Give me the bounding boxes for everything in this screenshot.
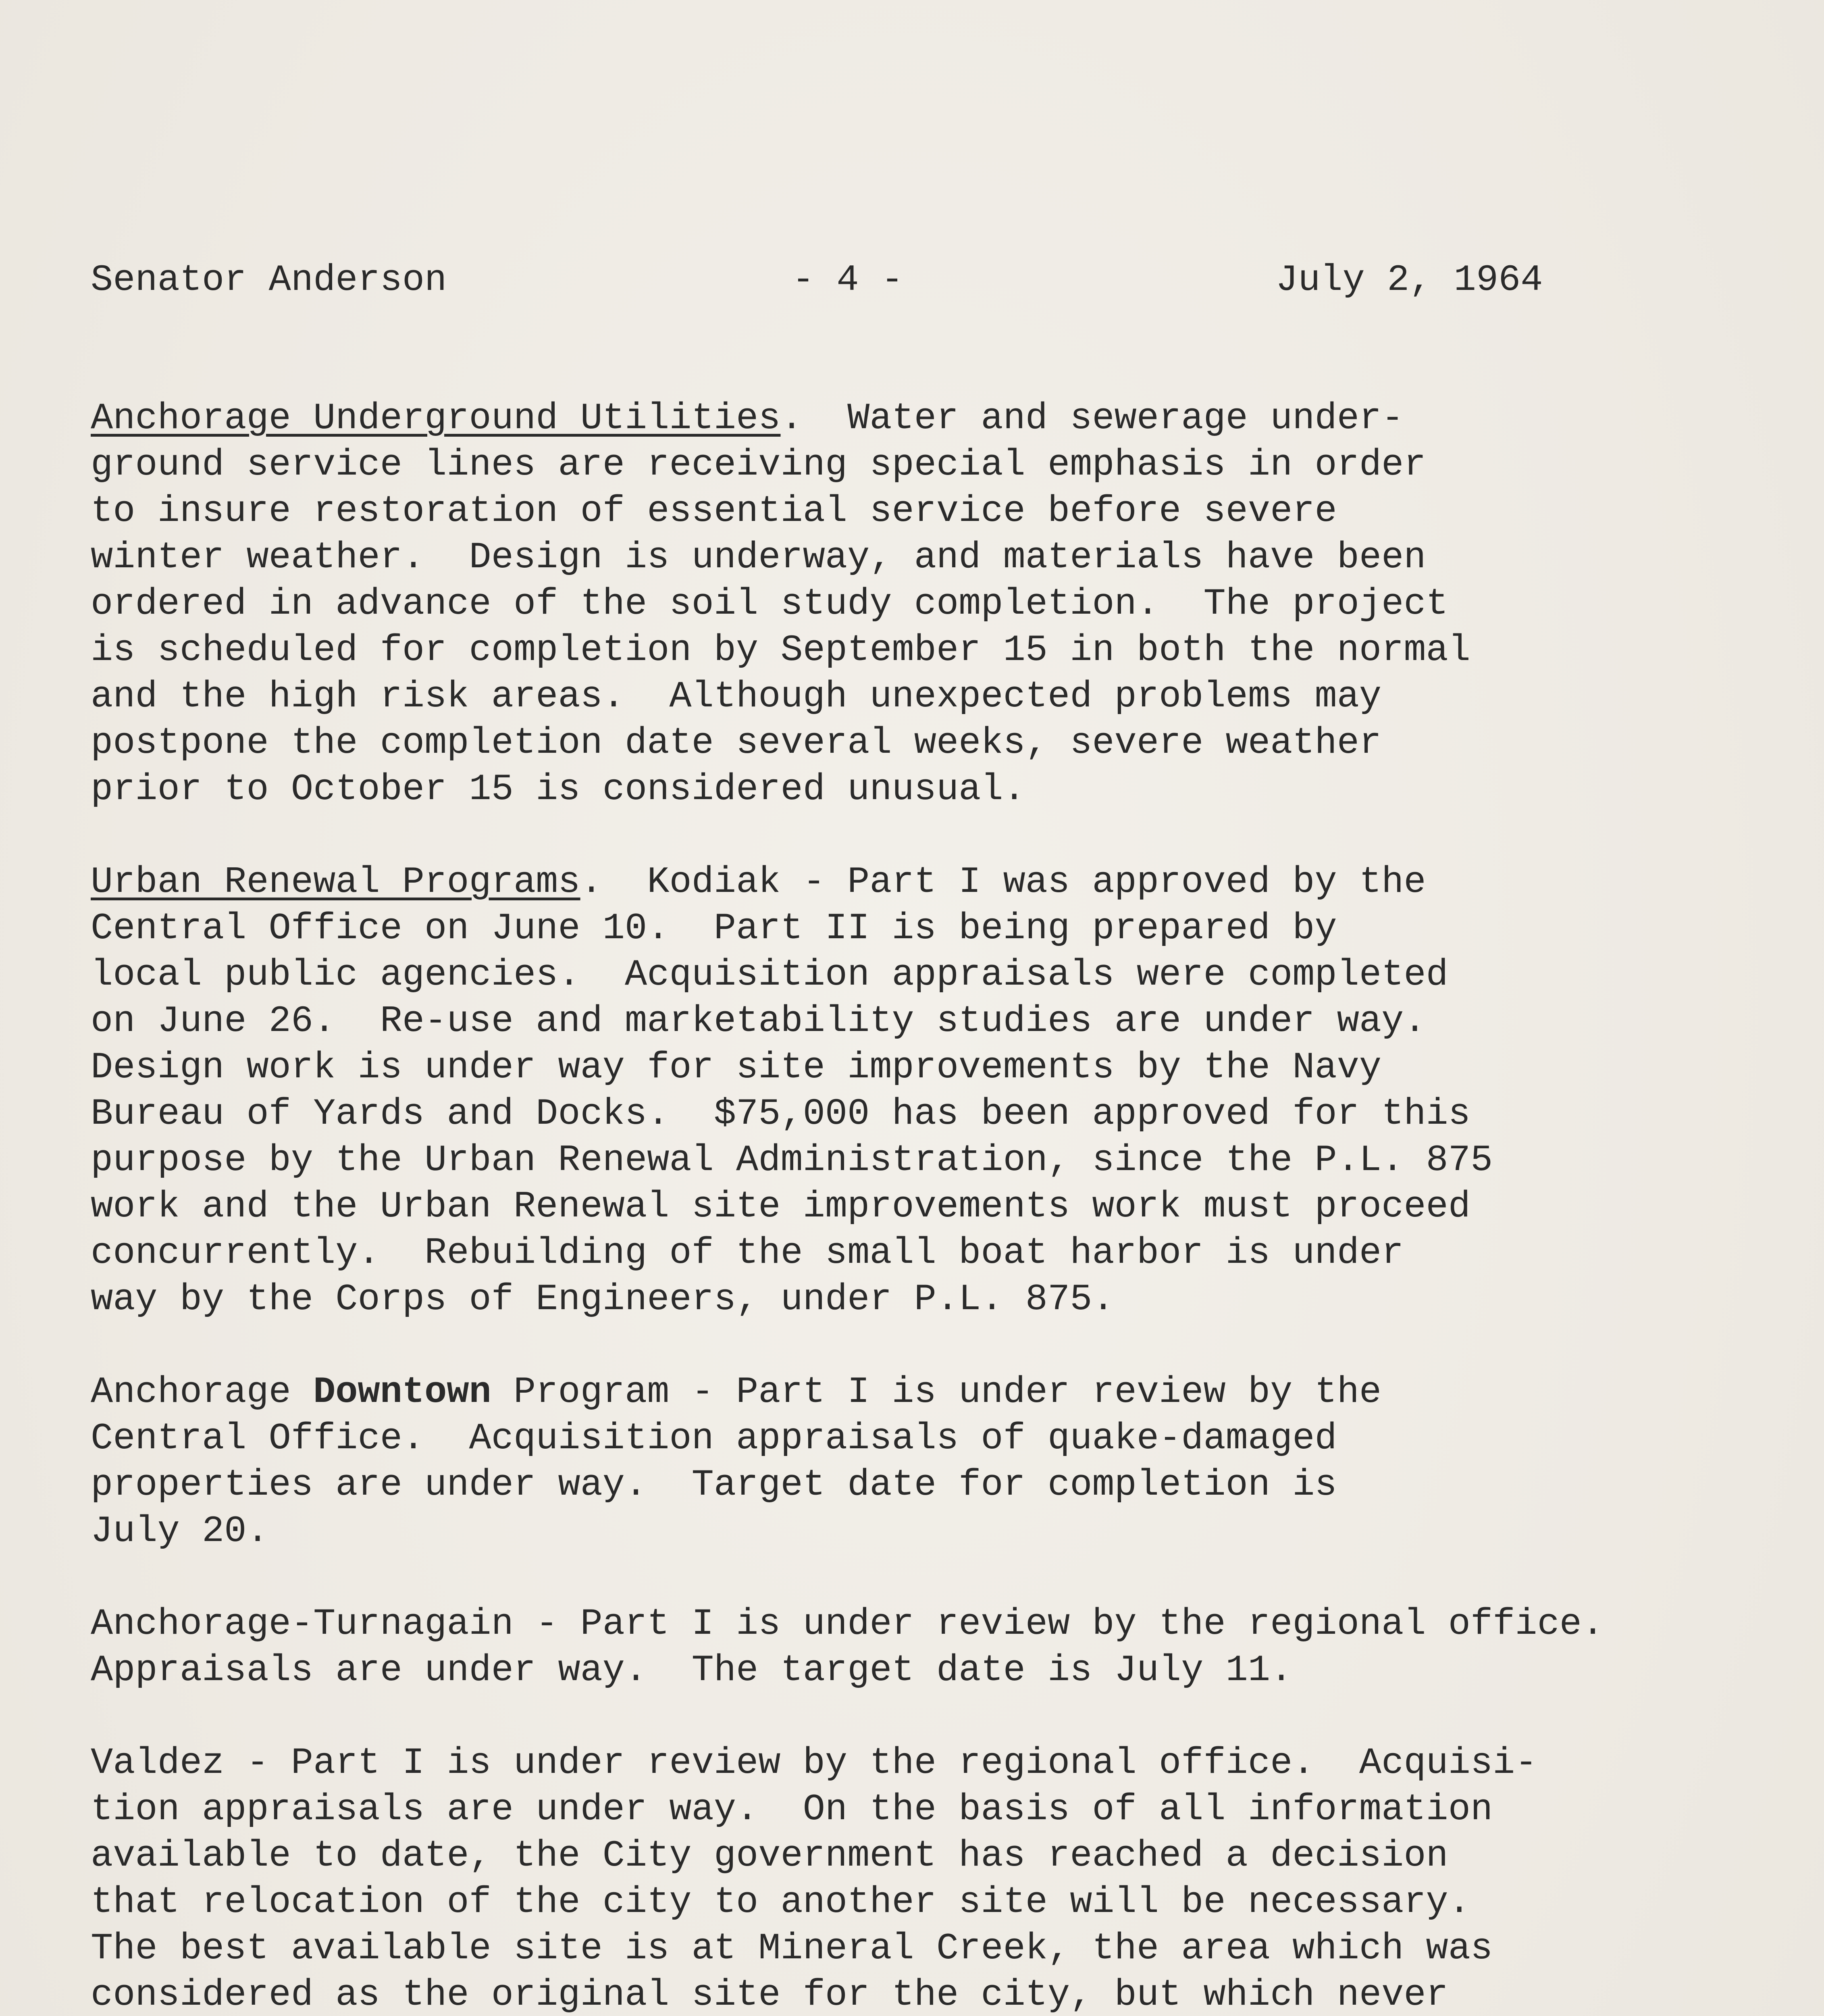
text-line: July 20. bbox=[91, 1510, 269, 1552]
text-line: and the high risk areas. Although unexpected problems may bbox=[91, 675, 1382, 718]
text-line: The best available site is at Mineral Creek, the area which was bbox=[91, 1927, 1493, 1970]
text-line: is scheduled for completion by September 15 in both the normal bbox=[91, 629, 1470, 671]
header-date: July 2, 1964 bbox=[1276, 259, 1543, 301]
paragraph-urban-renewal bbox=[91, 859, 1764, 1322]
text-line: tion appraisals are under way. On the basis of all information bbox=[91, 1788, 1493, 1831]
text-line: way by the Corps of Engineers, under P.L. 875. bbox=[91, 1278, 1115, 1320]
text-line: winter weather. Design is underway, and materials have been bbox=[91, 536, 1426, 579]
header-page-number: - 4 - bbox=[792, 259, 904, 301]
text-line: Central Office on June 10. Part II is being prepared by bbox=[91, 907, 1337, 950]
text-line: ground service lines are receiving special emphasis in order bbox=[91, 444, 1426, 486]
text-line: purpose by the Urban Renewal Administration, since the P.L. 875 bbox=[91, 1139, 1493, 1181]
emphasized-word: Downtown bbox=[313, 1371, 491, 1413]
page-header bbox=[91, 258, 1543, 302]
text-line: that relocation of the city to another site will be necessary. bbox=[91, 1881, 1470, 1923]
text-line: Central Office. Acquisition appraisals of quake-damaged bbox=[91, 1417, 1337, 1460]
text-line: on June 26. Re-use and marketability studies are under way. bbox=[91, 1000, 1426, 1042]
header-addressee: Senator Anderson bbox=[91, 259, 447, 301]
text-line: postpone the completion date several weeks, severe weather bbox=[91, 722, 1382, 764]
bleed-through-artifact bbox=[97, 145, 1709, 194]
text-line: . Water and sewerage under- bbox=[780, 397, 1404, 439]
paragraph-valdez bbox=[91, 1740, 1764, 2016]
section-heading-utilities: Anchorage Underground Utilities bbox=[91, 397, 781, 439]
text-line: concurrently. Rebuilding of the small boat harbor is under bbox=[91, 1232, 1404, 1274]
paragraph-anchorage-downtown bbox=[91, 1369, 1764, 1554]
text-line: ordered in advance of the soil study completion. The project bbox=[91, 583, 1448, 625]
text-prefix: Anchorage bbox=[91, 1371, 314, 1413]
text-line: Program - Part I is under review by the bbox=[491, 1371, 1382, 1413]
paragraph-anchorage-turnagain bbox=[91, 1601, 1764, 1693]
paragraph-utilities bbox=[91, 395, 1764, 812]
text-line: available to date, the City government has reached a decision bbox=[91, 1835, 1448, 1877]
letter-body bbox=[91, 395, 1764, 2016]
text-line: Valdez - Part I is under review by the regional office. Acquisi- bbox=[91, 1742, 1537, 1784]
text-line: Bureau of Yards and Docks. $75,000 has been approved for this bbox=[91, 1093, 1470, 1135]
text-line: properties are under way. Target date for completion is bbox=[91, 1464, 1337, 1506]
text-line: Appraisals are under way. The target date is July 11. bbox=[91, 1649, 1293, 1691]
text-line: to insure restoration of essential service before severe bbox=[91, 490, 1337, 532]
text-line: prior to October 15 is considered unusual. bbox=[91, 768, 1025, 810]
text-line: considered as the original site for the city, but which never bbox=[91, 1974, 1448, 2016]
text-line: local public agencies. Acquisition appraisals were completed bbox=[91, 954, 1448, 996]
text-line: work and the Urban Renewal site improvements work must proceed bbox=[91, 1185, 1470, 1228]
text-line: Anchorage-Turnagain - Part I is under review by the regional office. bbox=[91, 1603, 1604, 1645]
text-line: Design work is under way for site improvements by the Navy bbox=[91, 1046, 1382, 1089]
section-heading-urban-renewal: Urban Renewal Programs bbox=[91, 861, 580, 903]
text-line: . Kodiak - Part I was approved by the bbox=[580, 861, 1426, 903]
